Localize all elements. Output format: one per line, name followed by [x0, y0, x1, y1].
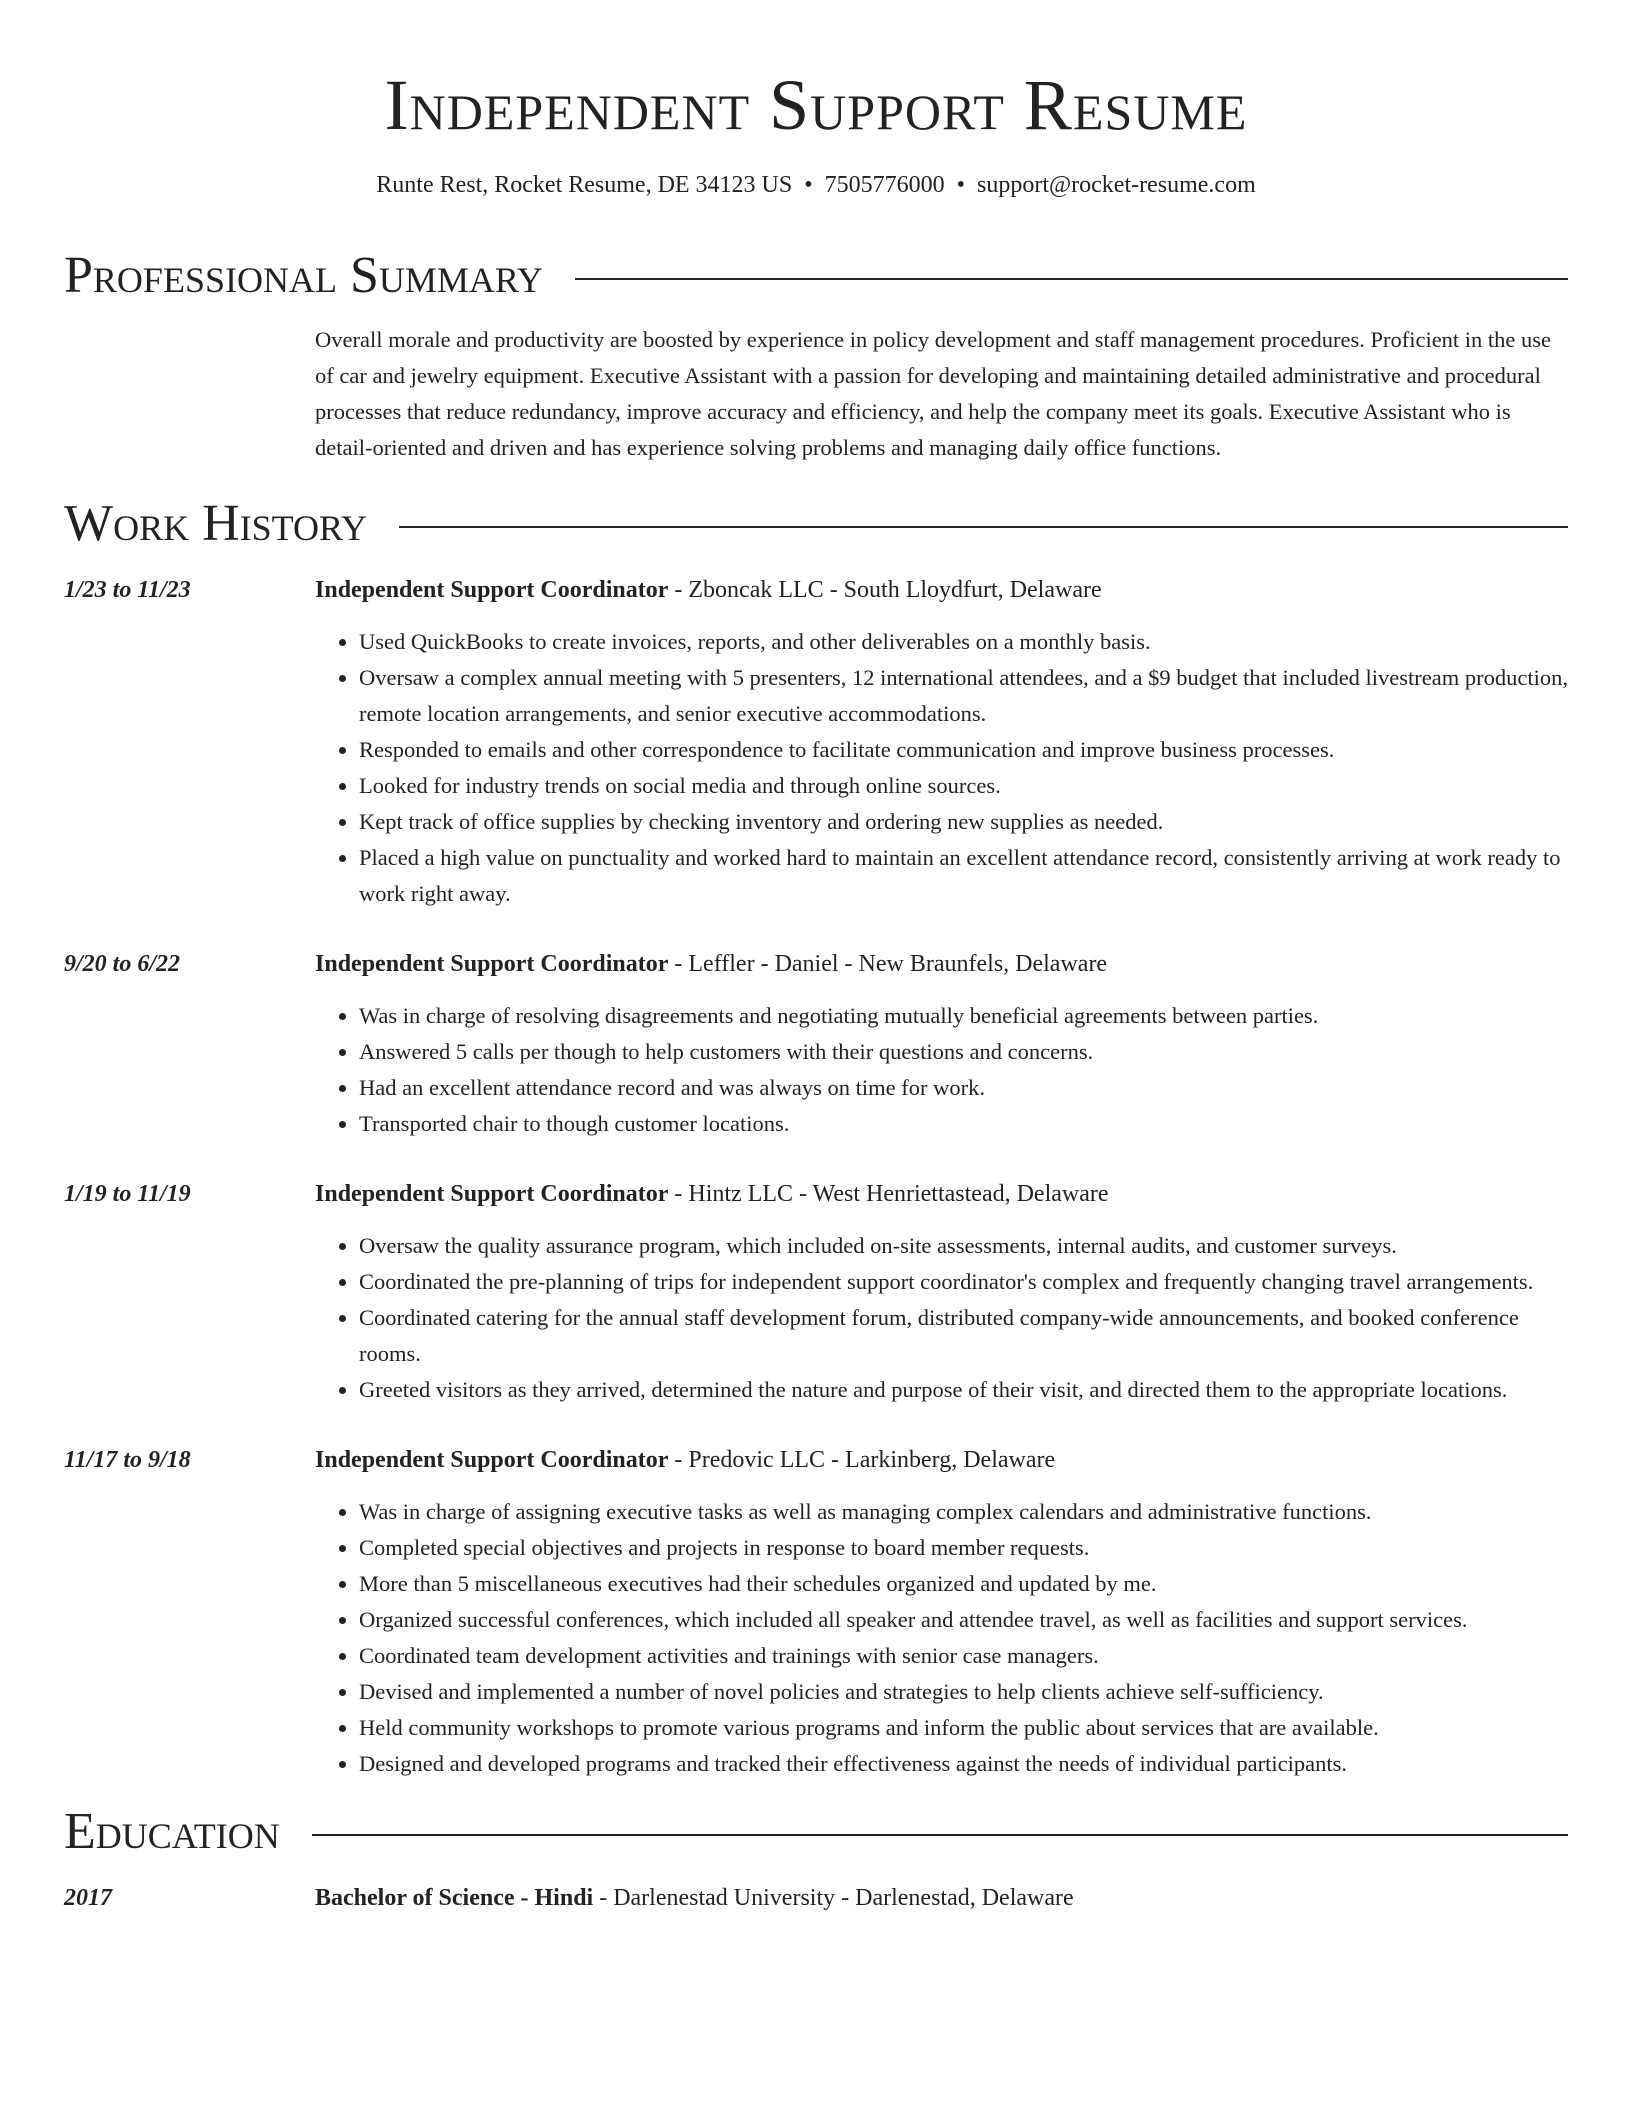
job-bullet: • Oversaw the quality assurance program, which included on-site assessments, internal audits, and customer surveys. — [359, 1228, 1568, 1264]
contact-phone: 7505776000 — [824, 172, 945, 198]
job-details: - Predovic LLC - Larkinberg, Delaware — [668, 1447, 1056, 1473]
job-body — [315, 1442, 1568, 1782]
professional-summary-heading — [64, 244, 1568, 308]
section-title: Work History — [64, 495, 368, 552]
job-header — [315, 946, 1568, 982]
education-entry — [64, 1880, 1568, 1916]
job-dates: 11/17 to 9/18 — [64, 1447, 191, 1473]
job-bullet: • Greeted visitors as they arrived, determined the nature and purpose of their visit, and directed them to the appropriate locations. — [359, 1372, 1568, 1408]
job-role: Independent Support Coordinator — [315, 1447, 669, 1473]
job-bullet: • Transported chair to though customer locations. — [359, 1106, 1568, 1142]
job-bullet: • Coordinated the pre-planning of trips for independent support coordinator's complex and frequently changing travel arrangements. — [359, 1264, 1568, 1300]
job-details: - Zboncak LLC - South Lloydfurt, Delaware — [668, 577, 1102, 603]
education-details-line — [315, 1880, 1074, 1916]
job-bullet: • Devised and implemented a number of novel policies and strategies to help clients achieve self-sufficiency. — [359, 1674, 1568, 1710]
professional-summary-text: Overall morale and productivity are boosted by experience in policy development and staff management procedures. Proficient in the use of car and jewelry equipment. Executive Assistant with a passion for developing and maintaining detailed administrative and procedural processes that reduce redundancy, improve accuracy and efficiency, and help the company meet its goals. Executive Assistant who is detail-oriented and driven and has experience solving problems and managing daily office functions. — [315, 327, 1552, 460]
section-title: Education — [64, 1803, 280, 1860]
job-bullet: • Coordinated team development activities and trainings with senior case managers. — [359, 1638, 1568, 1674]
job-bullet: • Organized successful conferences, which included all speaker and attendee travel, as well as facilities and support services. — [359, 1602, 1568, 1638]
section-divider — [575, 278, 1568, 280]
job-bullets — [315, 1228, 1568, 1408]
education-details: - Darlenestad University - Darlenestad, Delaware — [593, 1885, 1074, 1911]
job-header — [315, 1176, 1568, 1212]
job-entry — [64, 946, 1568, 1142]
job-bullet: • Kept track of office supplies by checking inventory and ordering new supplies as needed. — [359, 804, 1568, 840]
job-bullet: • Responded to emails and other correspondence to facilitate communication and improve business processes. — [359, 732, 1568, 768]
job-entry — [64, 1442, 1568, 1782]
job-bullet: • Placed a high value on punctuality and worked hard to maintain an excellent attendance record, consistently arriving at work ready to work right away. — [359, 840, 1568, 912]
education-degree: Bachelor of Science - Hindi — [315, 1885, 594, 1911]
job-bullet: • Oversaw a complex annual meeting with 5 presenters, 12 international attendees, and a $9 budget that included livestream production, remote location arrangements, and senior executive accommodations. — [359, 660, 1568, 732]
job-bullet: • Answered 5 calls per though to help customers with their questions and concerns. — [359, 1034, 1568, 1070]
job-body — [315, 572, 1568, 912]
contact-line — [64, 170, 1568, 200]
job-bullet: • More than 5 miscellaneous executives had their schedules organized and updated by me. — [359, 1566, 1568, 1602]
job-bullet: • Was in charge of assigning executive tasks as well as managing complex calendars and administrative functions. — [359, 1494, 1568, 1530]
job-dates: 1/23 to 11/23 — [64, 577, 191, 603]
work-history-heading — [64, 492, 1568, 556]
job-bullet: • Designed and developed programs and tracked their effectiveness against the needs of individual participants. — [359, 1746, 1568, 1782]
job-body — [315, 1176, 1568, 1408]
job-role: Independent Support Coordinator — [315, 1181, 669, 1207]
job-bullet: • Used QuickBooks to create invoices, reports, and other deliverables on a monthly basis. — [359, 624, 1568, 660]
job-role: Independent Support Coordinator — [315, 951, 669, 977]
job-header — [315, 572, 1568, 608]
contact-separator: • — [804, 172, 813, 198]
section-divider — [312, 1834, 1568, 1836]
job-entry — [64, 572, 1568, 912]
job-dates: 9/20 to 6/22 — [64, 951, 181, 977]
job-role: Independent Support Coordinator — [315, 577, 669, 603]
job-bullet: • Held community workshops to promote various programs and inform the public about services that are available. — [359, 1710, 1568, 1746]
job-bullets — [315, 1494, 1568, 1782]
contact-separator: • — [956, 172, 966, 198]
resume-title: Independent Support Resume — [384, 65, 1248, 145]
job-details: - Leffler - Daniel - New Braunfels, Delaware — [668, 951, 1108, 977]
job-dates: 1/19 to 11/19 — [64, 1181, 191, 1207]
contact-address: Runte Rest, Rocket Resume, DE 34123 US — [376, 172, 793, 198]
job-body — [315, 946, 1568, 1142]
job-bullets — [315, 998, 1568, 1142]
contact-email: support@rocket-resume.com — [977, 172, 1256, 198]
job-header — [315, 1442, 1568, 1478]
job-bullet: • Completed special objectives and projects in response to board member requests. — [359, 1530, 1568, 1566]
job-bullet: • Coordinated catering for the annual staff development forum, distributed company-wide announcements, and booked conference rooms. — [359, 1300, 1568, 1372]
job-details: - Hintz LLC - West Henriettastead, Delaware — [668, 1181, 1109, 1207]
section-title: Professional Summary — [64, 247, 543, 304]
education-year: 2017 — [64, 1885, 112, 1911]
job-entry — [64, 1176, 1568, 1408]
job-bullets — [315, 624, 1568, 912]
job-bullet: • Looked for industry trends on social media and through online sources. — [359, 768, 1568, 804]
section-divider — [399, 526, 1568, 528]
job-bullet: • Had an excellent attendance record and was always on time for work. — [359, 1070, 1568, 1106]
job-bullet: • Was in charge of resolving disagreements and negotiating mutually beneficial agreements between parties. — [359, 998, 1568, 1034]
education-heading — [64, 1800, 1568, 1864]
